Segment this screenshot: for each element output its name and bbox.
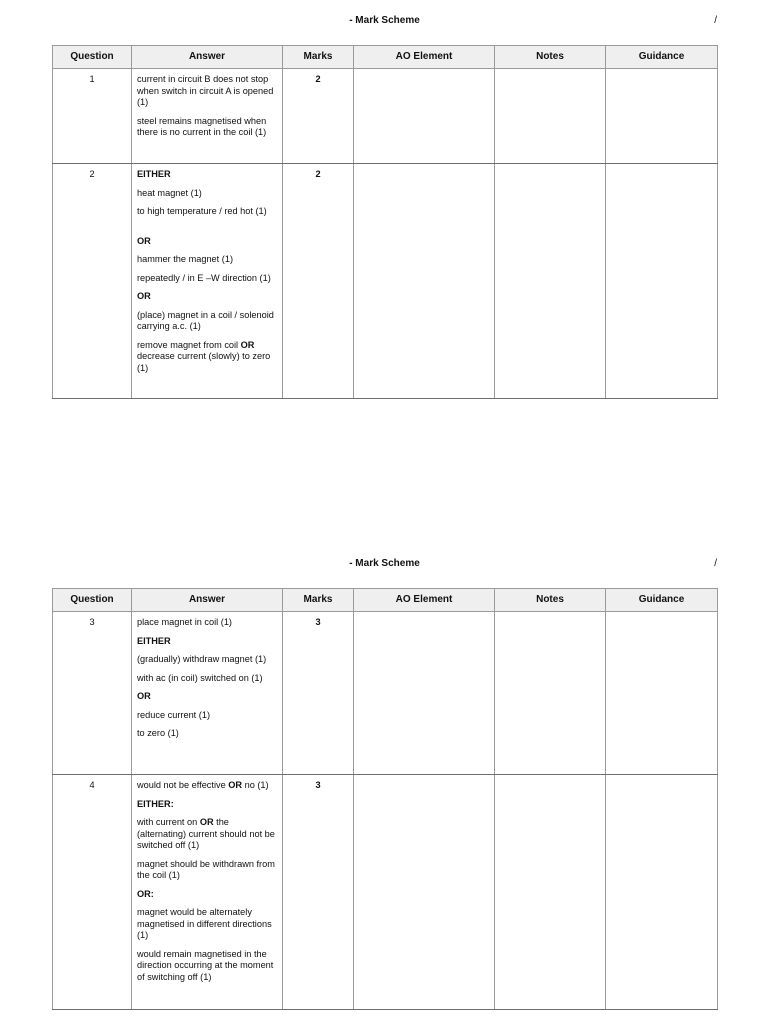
- answer-line: with ac (in coil) switched on (1): [137, 672, 263, 683]
- col-header-answer: Answer: [132, 46, 283, 69]
- question-number: 1: [53, 69, 132, 164]
- table-row: [53, 69, 718, 164]
- ao-element-cell: [354, 612, 495, 775]
- answer-line: magnet would be alternately magnetised in different directions (1): [137, 907, 272, 940]
- answer-keyword: EITHER: [137, 169, 171, 179]
- guidance-cell: [606, 69, 718, 164]
- answer-line: hammer the magnet (1): [137, 254, 233, 264]
- answer-cell: [132, 775, 283, 1010]
- answer-line: [137, 817, 277, 852]
- page-title: - Mark Scheme: [349, 558, 420, 569]
- answer-keyword: OR:: [137, 888, 154, 899]
- mark-scheme-table: [52, 45, 718, 399]
- mark-scheme-table: [52, 588, 718, 1010]
- answer-keyword: OR: [137, 235, 151, 246]
- answer-text: with current on: [137, 817, 200, 827]
- answer-keyword: EITHER: [137, 635, 171, 646]
- page-number-slash: /: [714, 15, 717, 26]
- marks-value: 3: [283, 775, 354, 1010]
- answer-line: reduce current (1): [137, 709, 211, 720]
- page-title: - Mark Scheme: [349, 15, 420, 26]
- answer-text: remove magnet from coil: [137, 339, 241, 350]
- col-header-marks: Marks: [283, 589, 354, 612]
- answer-line: would remain magnetised in the direction occurring at the moment of switching off (1): [137, 948, 274, 982]
- answer-line: [137, 780, 277, 792]
- answer-line: magnet should be withdrawn from the coil (1): [137, 858, 275, 880]
- table-row: [53, 164, 718, 399]
- answer-line: steel remains magnetised when there is no current in the coil (1): [137, 115, 267, 137]
- table-row: [53, 775, 718, 1010]
- answer-line: repeatedly / in E –W direction (1): [137, 272, 271, 283]
- ao-element-cell: [354, 69, 495, 164]
- guidance-cell: [606, 612, 718, 775]
- notes-cell: [495, 69, 606, 164]
- answer-cell: [132, 69, 283, 164]
- answer-line: to high temperature / red hot (1): [137, 206, 267, 216]
- answer-cell: [132, 612, 283, 775]
- page-number-slash: /: [714, 558, 717, 569]
- col-header-answer: Answer: [132, 589, 283, 612]
- notes-cell: [495, 164, 606, 399]
- notes-cell: [495, 612, 606, 775]
- page-header: [52, 15, 717, 29]
- answer-line: heat magnet (1): [137, 187, 202, 198]
- guidance-cell: [606, 775, 718, 1010]
- col-header-notes: Notes: [495, 589, 606, 612]
- page-header: [52, 558, 717, 572]
- answer-text: would not be effective: [137, 780, 229, 790]
- answer-line: (gradually) withdraw magnet (1): [137, 654, 267, 664]
- answer-line: to zero (1): [137, 728, 179, 738]
- answer-line: (place) magnet in a coil / solenoid carrying a.c. (1): [137, 309, 274, 331]
- question-number: 3: [53, 612, 132, 775]
- marks-value: 2: [283, 69, 354, 164]
- or-keyword: OR: [228, 780, 243, 790]
- question-number: 2: [53, 164, 132, 399]
- answer-keyword: OR: [137, 291, 151, 301]
- question-number: 4: [53, 775, 132, 1010]
- answer-text: decrease current (slowly) to zero (1): [137, 351, 271, 373]
- col-header-guidance: Guidance: [606, 46, 718, 69]
- ao-element-cell: [354, 775, 495, 1010]
- answer-keyword: EITHER:: [137, 798, 174, 809]
- notes-cell: [495, 775, 606, 1010]
- col-header-ao-element: AO Element: [354, 46, 495, 69]
- col-header-guidance: Guidance: [606, 589, 718, 612]
- answer-line: current in circuit B does not stop when switch in circuit A is opened (1): [137, 74, 274, 107]
- answer-text: no (1): [242, 780, 269, 790]
- marks-value: 3: [283, 612, 354, 775]
- marks-value: 2: [283, 164, 354, 399]
- table-row: [53, 612, 718, 775]
- guidance-cell: [606, 164, 718, 399]
- answer-keyword: OR: [137, 691, 151, 701]
- answer-cell: [132, 164, 283, 399]
- col-header-question: Question: [53, 46, 132, 69]
- answer-line: [137, 340, 277, 375]
- col-header-marks: Marks: [283, 46, 354, 69]
- col-header-ao-element: AO Element: [354, 589, 495, 612]
- ao-element-cell: [354, 164, 495, 399]
- answer-line: place magnet in coil (1): [137, 617, 232, 627]
- or-keyword: OR: [199, 817, 214, 827]
- col-header-question: Question: [53, 589, 132, 612]
- answer-text: the (alternating) current should not be switched off (1): [137, 817, 275, 850]
- or-keyword: OR: [240, 339, 255, 350]
- col-header-notes: Notes: [495, 46, 606, 69]
